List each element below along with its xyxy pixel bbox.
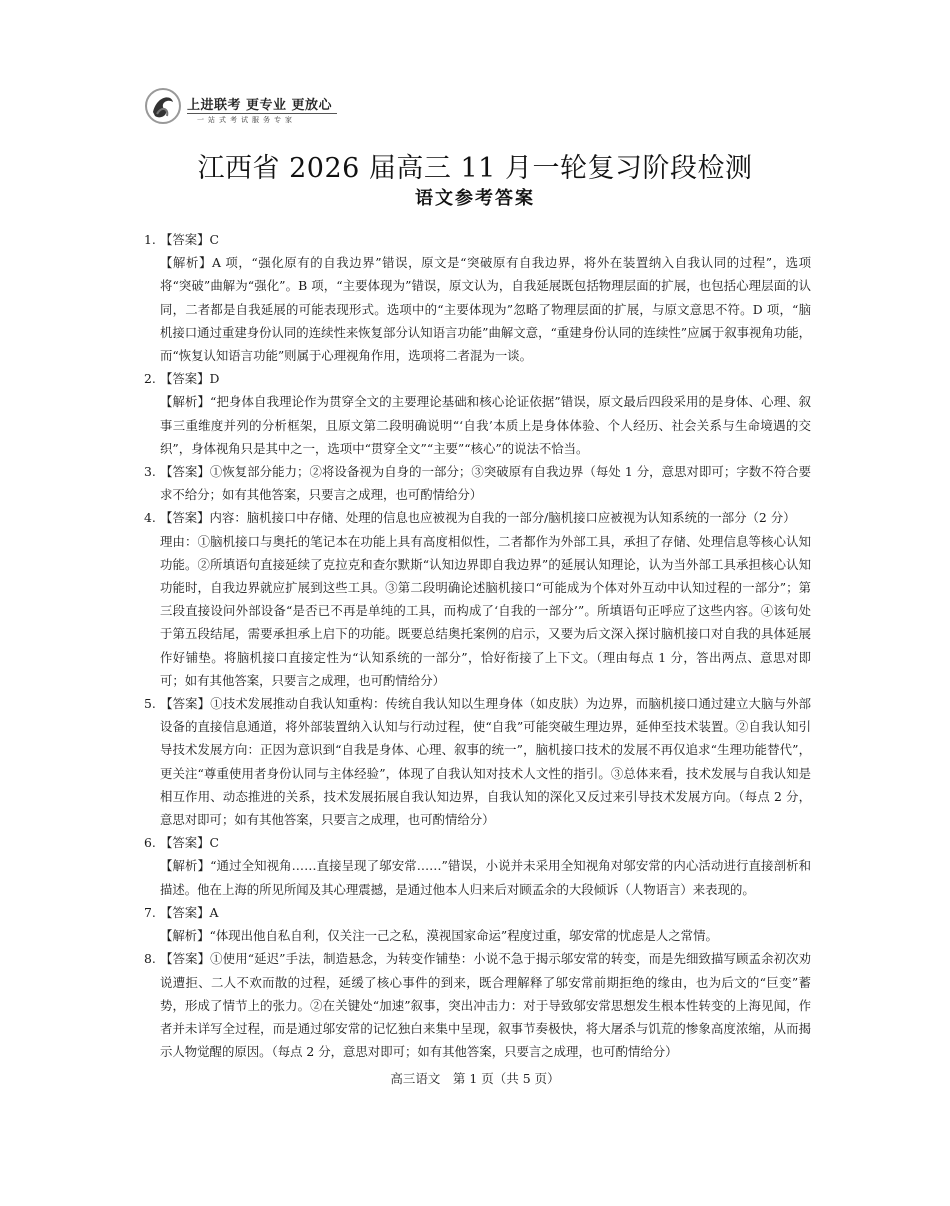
item-answer: 【答案】①技术发展推动自我认知重构：传统自我认知以生理身体（如皮肤）为边界，而脑机接口通过建立大脑与外部设备的直接信息通道，将外部装置纳入认知与行动过程，使“自我”可能突破生理边界，延伸至技术装置。②自我认知引导技术发展方向：正因为意识到“自我是身体、心理、叙事的统一”，脑机接口技术的发展不再仅追求“生理功能替代”，更关注“尊重使用者身份认同与主体经验”，体现了自我认知对技术人文性的指引。③总体来看，技术发展与自我认知是相互作用、动态推进的关系，技术发展拓展自我认知边界，自我认知的深化又反过来引导技术发展方向。（每点 2 分，意思对即可；如有其他答案，只要言之成理，也可酌情给分） xyxy=(160,696,811,828)
publisher-logo xyxy=(143,86,403,132)
item-answer: 【答案】C xyxy=(160,232,220,247)
item-answer: 【答案】A xyxy=(160,904,219,920)
item-number: 8. xyxy=(144,951,156,967)
item-number: 4. xyxy=(144,510,156,526)
answer-item-4 xyxy=(144,506,811,692)
logo-slogan: 上进联考 更专业 更放心 xyxy=(187,98,333,113)
item-explanation: 理由：①脑机接口与奥托的笔记本在功能上具有高度相似性，二者都作为外部工具，承担了存储、处理信息等核心认知功能。②所填语句直接延续了克拉克和查尔默斯“认知边界即自我边界”的延展认知理论，认为当外部工具承担核心认知功能时，自我边界就应扩展到这些工具。③第二段明确论述脑机接口“可能成为个体对外互动中认知过程的一部分”；第三段直接设问外部设备“是否已不再是单纯的工具，而构成了‘自我的一部分’”。所填语句正呼应了这些内容。④该句处于第五段结尾，需要承担承上启下的功能。既要总结奥托案例的启示，又要为后文深入探讨脑机接口对自我的具体延展作好铺垫。将脑机接口直接定性为“认知系统的一部分”，恰好衔接了上下文。（理由每点 1 分，答出两点、意思对即可；如有其他答案，只要言之成理，也可酌情给分） xyxy=(160,533,811,688)
item-number: 7. xyxy=(144,904,156,920)
item-explanation: 【解析】“体现出他自私自利，仅关注一己之私，漠视国家命运”程度过重，邬安常的忧虑是人之常情。 xyxy=(160,928,718,944)
page-title: 江西省 2026 届高三 11 月一轮复习阶段检测 xyxy=(197,153,753,184)
answer-item-3 xyxy=(144,460,811,506)
item-explanation: 【解析】“把身体自我理论作为贯穿全文的主要理论基础和核心论证依据”错误，原文最后四段采用的是身体、心理、叙事三重维度并列的分析框架，且原文第二段明确说明“‘自我’本质上是身体体验、个人经历、社会关系与生命境遇的交织”，身体视角只是其中之一，选项中“贯穿全文”“主要”“核心”的说法不恰当。 xyxy=(160,394,811,456)
item-number: 3. xyxy=(144,464,156,480)
item-explanation: 【解析】A 项，“强化原有的自我边界”错误，原文是“突破原有自我边界，将外在装置纳入自我认同的过程”，选项将“突破”曲解为“强化”。B 项，“主要体现为”错误，原文认为，自我延展既包括物理层面的扩展，也包括心理层面的认同，二者都是自我延展的可能表现形式。选项中的“主要体现为”忽略了物理层面的扩展，与原文意思不符。D 项，“脑机接口通过重建身份认同的连续性来恢复部分认知语言功能”曲解文意，“重建身份认同的连续性”应属于叙事视角功能，而“恢复认知语言功能”则属于心理视角作用，选项将二者混为一谈。 xyxy=(160,255,811,364)
logo-divider xyxy=(187,113,337,114)
item-explanation: 【解析】“通过全知视角……直接呈现了邬安常……”错误，小说并未采用全知视角对邬安常的内心活动进行直接剖析和描述。他在上海的所见所闻及其心理震撼，是通过他本人归来后对顾孟余的大段倾诉（人物语言）来表现的。 xyxy=(160,858,811,897)
answer-item-2 xyxy=(144,367,811,460)
item-number: 5. xyxy=(144,696,156,712)
page-subtitle: 语文参考答案 xyxy=(415,188,535,209)
answer-item-8 xyxy=(144,947,811,1063)
item-answer: 【答案】D xyxy=(160,371,220,387)
answer-content xyxy=(144,228,811,1063)
page-footer: 高三语文 第 1 页（共 5 页） xyxy=(390,1071,560,1086)
item-number: 1. xyxy=(144,232,156,247)
item-number: 2. xyxy=(144,371,156,387)
answer-item-1 xyxy=(144,228,811,367)
answer-item-7 xyxy=(144,901,811,947)
item-answer: 【答案】①恢复部分能力；②将设备视为自身的一部分；③突破原有自我边界（每处 1 分，意思对即可；字数不符合要求不给分；如有其他答案，只要言之成理，也可酌情给分） xyxy=(160,464,811,503)
answer-item-5 xyxy=(144,692,811,831)
item-answer: 【答案】C xyxy=(160,835,220,851)
logo-subtitle: 一站式考试服务专家 xyxy=(197,116,296,124)
answer-item-6 xyxy=(144,831,811,901)
item-answer: 【答案】内容：脑机接口中存储、处理的信息也应被视为自我的一部分/脑机接口应被视为认知系统的一部分（2 分） xyxy=(160,510,796,526)
item-number: 6. xyxy=(144,835,156,851)
item-answer: 【答案】①使用“延迟”手法，制造悬念，为转变作铺垫：小说不急于揭示邬安常的转变，而是先细致描写顾孟余初次劝说遭拒、二人不欢而散的过程，延缓了核心事件的到来，既合理解释了邬安常前期拒绝的缘由，也为后文的“巨变”蓄势，形成了情节上的张力。②在关键处“加速”叙事，突出冲击力：对于导致邬安常思想发生根本性转变的上海见闻，作者并未详写全过程，而是通过邬安常的记忆独白来集中呈现，叙事节奏极快，将大屠杀与饥荒的惨象高度浓缩，从而揭示人物觉醒的原因。（每点 2 分，意思对即可；如有其他答案，只要言之成理，也可酌情给分） xyxy=(160,951,811,1060)
swirl-logo-icon xyxy=(143,86,183,126)
